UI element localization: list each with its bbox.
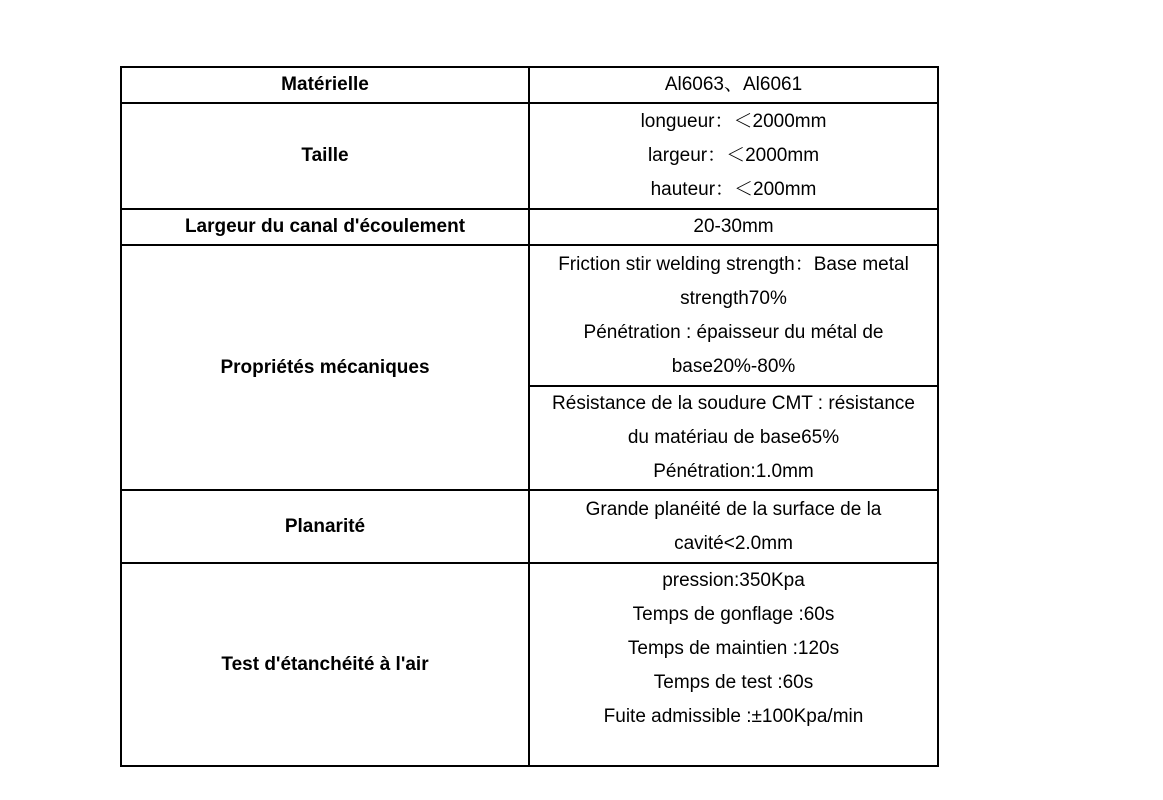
value-line: Temps de test :60s xyxy=(653,672,814,693)
value-line: base20%-80% xyxy=(671,355,796,377)
row-label-largeur-canal: Largeur du canal d'écoulement xyxy=(121,209,529,245)
table-row xyxy=(121,103,938,209)
spec-table xyxy=(120,66,939,767)
value-line: Pénétration : épaisseur du métal de xyxy=(583,321,884,343)
row-label-materielle: Matérielle xyxy=(121,67,529,103)
value-line: 20-30mm xyxy=(693,216,774,237)
value-line: Fuite admissible :±100Kpa/min xyxy=(603,706,864,727)
value-line: Temps de gonflage :60s xyxy=(632,604,835,625)
table-row xyxy=(121,245,938,386)
row-label-planarite: Planarité xyxy=(121,490,529,563)
value-line: Grande planéité de la surface de la xyxy=(585,498,882,520)
row-value-planarite xyxy=(529,490,938,563)
row-value-largeur-canal xyxy=(529,209,938,245)
value-line: cavité<2.0mm xyxy=(674,532,793,554)
value-line: pression:350Kpa xyxy=(662,570,805,591)
row-label-proprietes-mecaniques: Propriétés mécaniques xyxy=(121,245,529,490)
row-value-materielle xyxy=(529,67,938,103)
value-line: strength70% xyxy=(680,287,787,309)
value-line: du matériau de base65% xyxy=(627,427,840,448)
row-value-taille xyxy=(529,103,938,209)
value-line: Pénétration:1.0mm xyxy=(653,461,814,482)
value-line: Temps de maintien :120s xyxy=(627,638,840,659)
row-value-test-etancheite xyxy=(529,563,938,766)
row-value-proprietes-fsw xyxy=(529,245,938,386)
row-label-test-etancheite: Test d'étanchéité à l'air xyxy=(121,563,529,766)
table-row xyxy=(121,563,938,766)
table-row xyxy=(121,67,938,103)
table-row xyxy=(121,490,938,563)
value-line: Al6063、Al6061 xyxy=(664,74,803,95)
value-line: hauteur：＜200mm xyxy=(650,179,817,200)
row-value-proprietes-cmt xyxy=(529,386,938,490)
value-line: Résistance de la soudure CMT : résistance xyxy=(552,393,915,414)
value-line: Friction stir welding strength：Base metal xyxy=(558,253,909,275)
value-line: largeur：＜2000mm xyxy=(647,145,820,166)
table-row xyxy=(121,209,938,245)
row-label-taille: Taille xyxy=(121,103,529,209)
value-line: longueur：＜2000mm xyxy=(640,111,827,132)
